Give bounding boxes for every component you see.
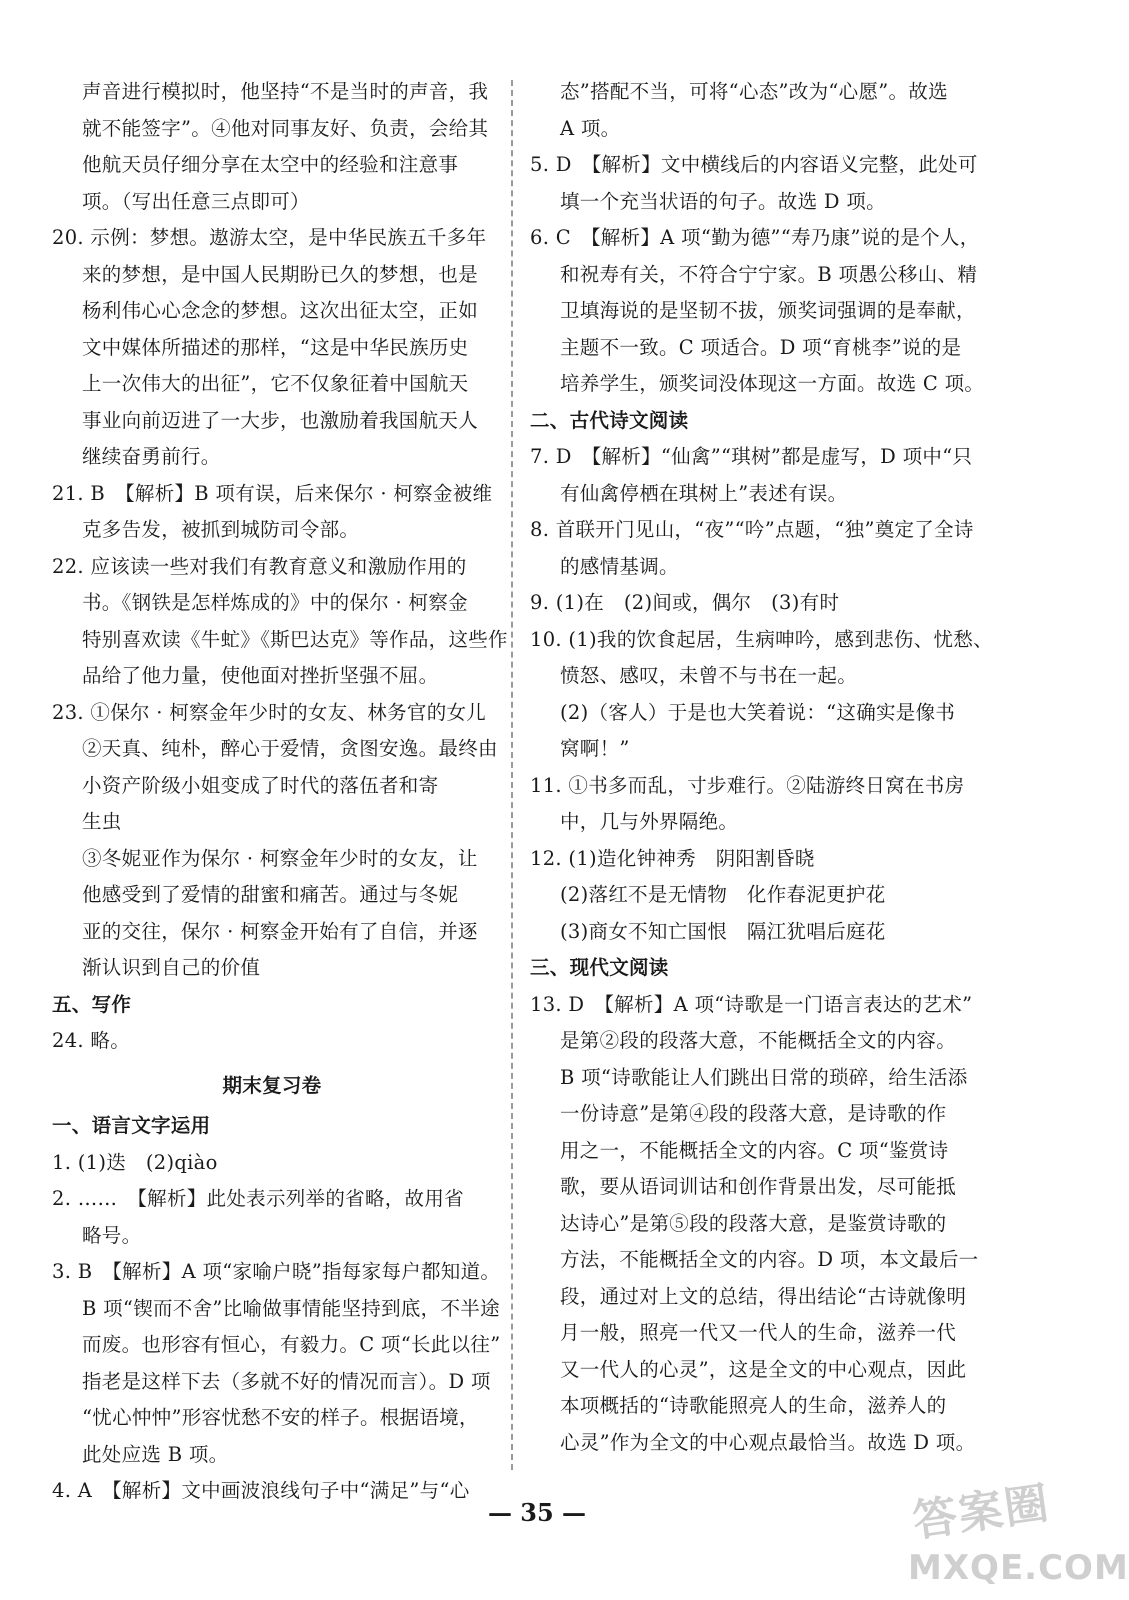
text-line: 2. …… 【解析】此处表示列举的省略，故用省 <box>52 1187 464 1210</box>
text-line: 三、现代文阅读 <box>530 956 669 979</box>
text-line: 他感受到了爱情的甜蜜和痛苦。通过与冬妮 <box>82 883 459 906</box>
text-line: 8. 首联开门见山，“夜”“吟”点题，“独”奠定了全诗 <box>530 518 974 541</box>
text-line: 20. 示例：梦想。遨游太空，是中华民族五千多年 <box>52 226 487 249</box>
watermark-logo <box>904 1472 1129 1592</box>
text-line: 卫填海说的是坚韧不拔，颁奖词强调的是奉献， <box>560 299 976 322</box>
text-line: 和祝寿有关，不符合宁宁家。B 项愚公移山、精 <box>560 262 978 286</box>
text-line: 指老是这样下去（多就不好的情况而言）。D 项 <box>82 1369 491 1393</box>
text-line: 亚的交往，保尔 · 柯察金开始有了自信，并逐 <box>82 919 478 943</box>
text-line: 继续奋勇前行。 <box>82 445 221 468</box>
text-line: 主题不一致。C 项适合。D 项“育桃李”说的是 <box>560 335 962 359</box>
text-line: (2)（客人）于是也大笑着说：“这确实是像书 <box>560 700 956 724</box>
text-line: (3)商女不知亡国恨 隔江犹唱后庭花 <box>560 919 886 943</box>
text-line: 填一个充当状语的句子。故选 D 项。 <box>560 189 886 213</box>
text-line: 10. (1)我的饮食起居，生病呻吟，感到悲伤、忧愁、 <box>530 627 993 651</box>
text-line: 特别喜欢读《牛虻》《斯巴达克》等作品，这些作 <box>82 627 508 651</box>
text-line: 12. (1)造化钟神秀 阴阳割昏晓 <box>530 846 815 870</box>
text-line: 项。（写出任意三点即可） <box>82 189 310 213</box>
text-line: 克多告发，被抓到城防司令部。 <box>82 518 360 541</box>
text-line: “忧心忡忡”形容忧愁不安的样子。根据语境， <box>82 1406 479 1429</box>
text-line: 6. C 【解析】A 项“勤为德”“寿乃康”说的是个人， <box>530 226 980 249</box>
text-line: B 项“诗歌能让人们跳出日常的琐碎，给生活添 <box>560 1065 968 1089</box>
text-line: 五、写作 <box>52 992 132 1016</box>
text-line: 培养学生，颁奖词没体现这一方面。故选 C 项。 <box>560 372 985 395</box>
text-line: 本项概括的“诗歌能照亮人的生命，滋养人的 <box>560 1394 947 1417</box>
text-line: 方法，不能概括全文的内容。D 项，本文最后一 <box>560 1248 979 1271</box>
page-number: — 35 — <box>487 1498 587 1527</box>
right-column <box>530 74 993 1461</box>
text-line: 小资产阶级小姐变成了时代的落伍者和寄 <box>82 773 439 797</box>
text-line: 是第②段的段落大意，不能概括全文的内容。 <box>560 1029 957 1052</box>
text-line: 事业向前迈进了一大步，也激励着我国航天人 <box>82 408 479 432</box>
text-line: 书。《钢铁是怎样炼成的》中的保尔 · 柯察金 <box>82 591 468 614</box>
text-line: 文中媒体所描述的那样，“这是中华民族历史 <box>82 335 469 359</box>
text-line: 的感情基调。 <box>560 554 679 578</box>
text-line: 24. 略。 <box>52 1029 131 1052</box>
text-line: 杨利伟心心念念的梦想。这次出征太空，正如 <box>82 299 479 322</box>
watermark-en-text: MXQE.COM <box>908 1548 1129 1588</box>
text-line: 品给了他力量，使他面对挫折坚强不屈。 <box>82 664 439 687</box>
text-line: 上一次伟大的出征”，它不仅象征着中国航天 <box>82 372 469 395</box>
text-line: 愤怒、感叹，未曾不与书在一起。 <box>560 664 858 687</box>
text-line: B 项“锲而不舍”比喻做事情能坚持到底，不半途 <box>82 1296 500 1320</box>
text-line: 心灵”作为全文的中心观点最恰当。故选 D 项。 <box>560 1430 976 1454</box>
text-line: 9. (1)在 (2)间或，偶尔 (3)有时 <box>530 591 840 614</box>
text-line: 中，几与外界隔绝。 <box>560 810 739 833</box>
text-line: 又一代人的心灵”，这是全文的中心观点，因此 <box>560 1357 967 1381</box>
text-line: 5. D 【解析】文中横线后的内容语义完整，此处可 <box>530 153 978 176</box>
text-line: 态”搭配不当，可将“心态”改为“心愿”。故选 <box>560 80 948 103</box>
text-line: 二、古代诗文阅读 <box>530 408 689 432</box>
text-line: (2)落红不是无情物 化作春泥更护花 <box>560 883 886 906</box>
text-line: 11. ①书多而乱，寸步难行。②陆游终日窝在书房 <box>530 773 965 797</box>
watermark-cn-text: 答案圈 <box>909 1477 1054 1548</box>
text-line: 用之一，不能概括全文的内容。C 项“鉴赏诗 <box>560 1138 949 1162</box>
text-line: 一、语言文字运用 <box>52 1114 211 1137</box>
text-line: 略号。 <box>82 1223 142 1247</box>
text-line: 段，通过对上文的总结，得出结论“古诗就像明 <box>560 1284 967 1308</box>
text-line: 一份诗意”是第④段的段落大意，是诗歌的作 <box>560 1102 947 1125</box>
text-line: 而废。也形容有恒心，有毅力。C 项“长此以往” <box>82 1333 501 1356</box>
text-line: 13. D 【解析】A 项“诗歌是一门语言表达的艺术” <box>530 992 973 1016</box>
text-line: 达诗心”是第⑤段的段落大意，是鉴赏诗歌的 <box>560 1211 947 1235</box>
text-line: 22. 应该读一些对我们有教育意义和激励作用的 <box>52 554 467 578</box>
text-line: 此处应选 B 项。 <box>82 1442 229 1466</box>
text-line: 来的梦想，是中国人民期盼已久的梦想，也是 <box>82 262 479 286</box>
text-line: 月一般，照亮一代又一代人的生命，滋养一代 <box>560 1321 957 1344</box>
text-line: ②天真、纯朴，醉心于爱情，贪图安逸。最终由 <box>82 737 498 760</box>
text-line: A 项。 <box>560 116 621 140</box>
text-line: 他航天员仔细分享在太空中的经验和注意事 <box>82 153 459 176</box>
text-line: 渐认识到自己的价值 <box>82 956 261 979</box>
text-line: 21. B 【解析】B 项有误，后来保尔 · 柯察金被维 <box>52 481 493 505</box>
text-line: 23. ①保尔 · 柯察金年少时的女友、林务官的女儿 <box>52 700 487 724</box>
text-line: 4. A 【解析】文中画波浪线句子中“满足”与“心 <box>52 1479 470 1502</box>
text-line: 生虫 <box>82 810 122 833</box>
text-line: 3. B 【解析】A 项“家喻户晓”指每家每户都知道。 <box>52 1260 501 1283</box>
text-line: 有仙禽停栖在琪树上”表述有误。 <box>560 481 848 505</box>
text-line: 窝啊！” <box>560 737 630 760</box>
text-line: 1. (1)迭 (2)qiào <box>52 1150 218 1174</box>
text-line: 就不能签字”。④他对同事友好、负责，会给其 <box>82 116 489 140</box>
text-line: 期末复习卷 <box>222 1073 322 1097</box>
text-line: 歌，要从语词训诂和创作背景出发，尽可能抵 <box>560 1175 957 1198</box>
text-line: 声音进行模拟时，他坚持“不是当时的声音，我 <box>82 80 489 103</box>
text-line: 7. D 【解析】“仙禽”“琪树”都是虚写，D 项中“只 <box>530 445 973 468</box>
text-line: ③冬妮亚作为保尔 · 柯察金年少时的女友，让 <box>82 846 478 870</box>
column-divider <box>511 80 513 1470</box>
left-column <box>52 74 508 1510</box>
